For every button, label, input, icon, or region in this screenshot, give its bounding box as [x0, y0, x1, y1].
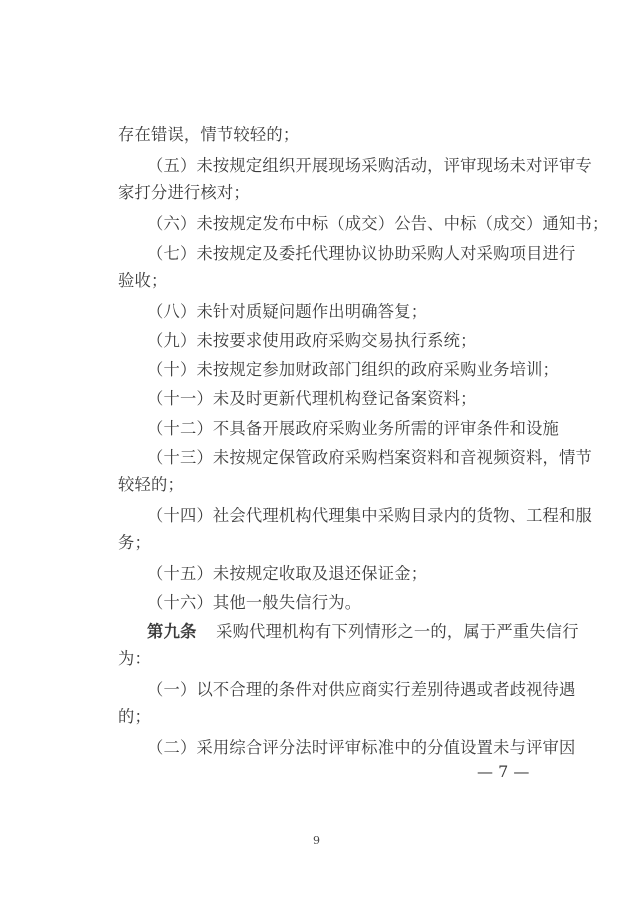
article-text: 采购代理机构有下列情形之一的，属于严重失信行	[216, 622, 579, 641]
page-number-mark: — 7 —	[477, 762, 530, 781]
text-line: 验收；	[118, 271, 168, 290]
text-line: 务；	[118, 533, 151, 552]
text-line: （五）未按规定组织开展现场采购活动，评审现场未对评审专	[147, 156, 592, 175]
text-line: （十四）社会代理机构代理集中采购目录内的货物、工程和服	[147, 506, 592, 525]
text-line: 家打分进行核对；	[118, 183, 250, 202]
text-line: （一）以不合理的条件对供应商实行差别待遇或者歧视待遇	[147, 680, 576, 699]
text-line: （八）未针对质疑问题作出明确答复；	[147, 302, 428, 321]
text-line: （十五）未按规定收取及退还保证金；	[147, 564, 428, 583]
scan-page-number: 9	[313, 834, 320, 847]
text-line: （十）未按规定参加财政部门组织的政府采购业务培训；	[147, 360, 560, 379]
text-line: 为：	[118, 649, 151, 668]
article-nine-line	[147, 621, 579, 643]
text-line: （十三）未按规定保管政府采购档案资料和音视频资料，情节	[147, 448, 592, 467]
text-line: 的；	[118, 707, 151, 726]
text-line: 较轻的；	[118, 475, 184, 494]
text-line: （六）未按规定发布中标（成交）公告、中标（成交）通知书；	[147, 214, 609, 233]
text-line: （十六）其他一般失信行为。	[147, 593, 362, 612]
text-line: （七）未按规定及委托代理协议协助采购人对采购项目进行	[147, 244, 576, 263]
text-line: 存在错误，情节较轻的；	[118, 125, 300, 144]
text-line: （十一）未及时更新代理机构登记备案资料；	[147, 389, 477, 408]
text-line: （十二）不具备开展政府采购业务所需的评审条件和设施	[147, 419, 560, 438]
text-line: （九）未按要求使用政府采购交易执行系统；	[147, 331, 477, 350]
text-line: （二）采用综合评分法时评审标准中的分值设置未与评审因	[147, 738, 576, 757]
article-label: 第九条	[147, 622, 197, 641]
